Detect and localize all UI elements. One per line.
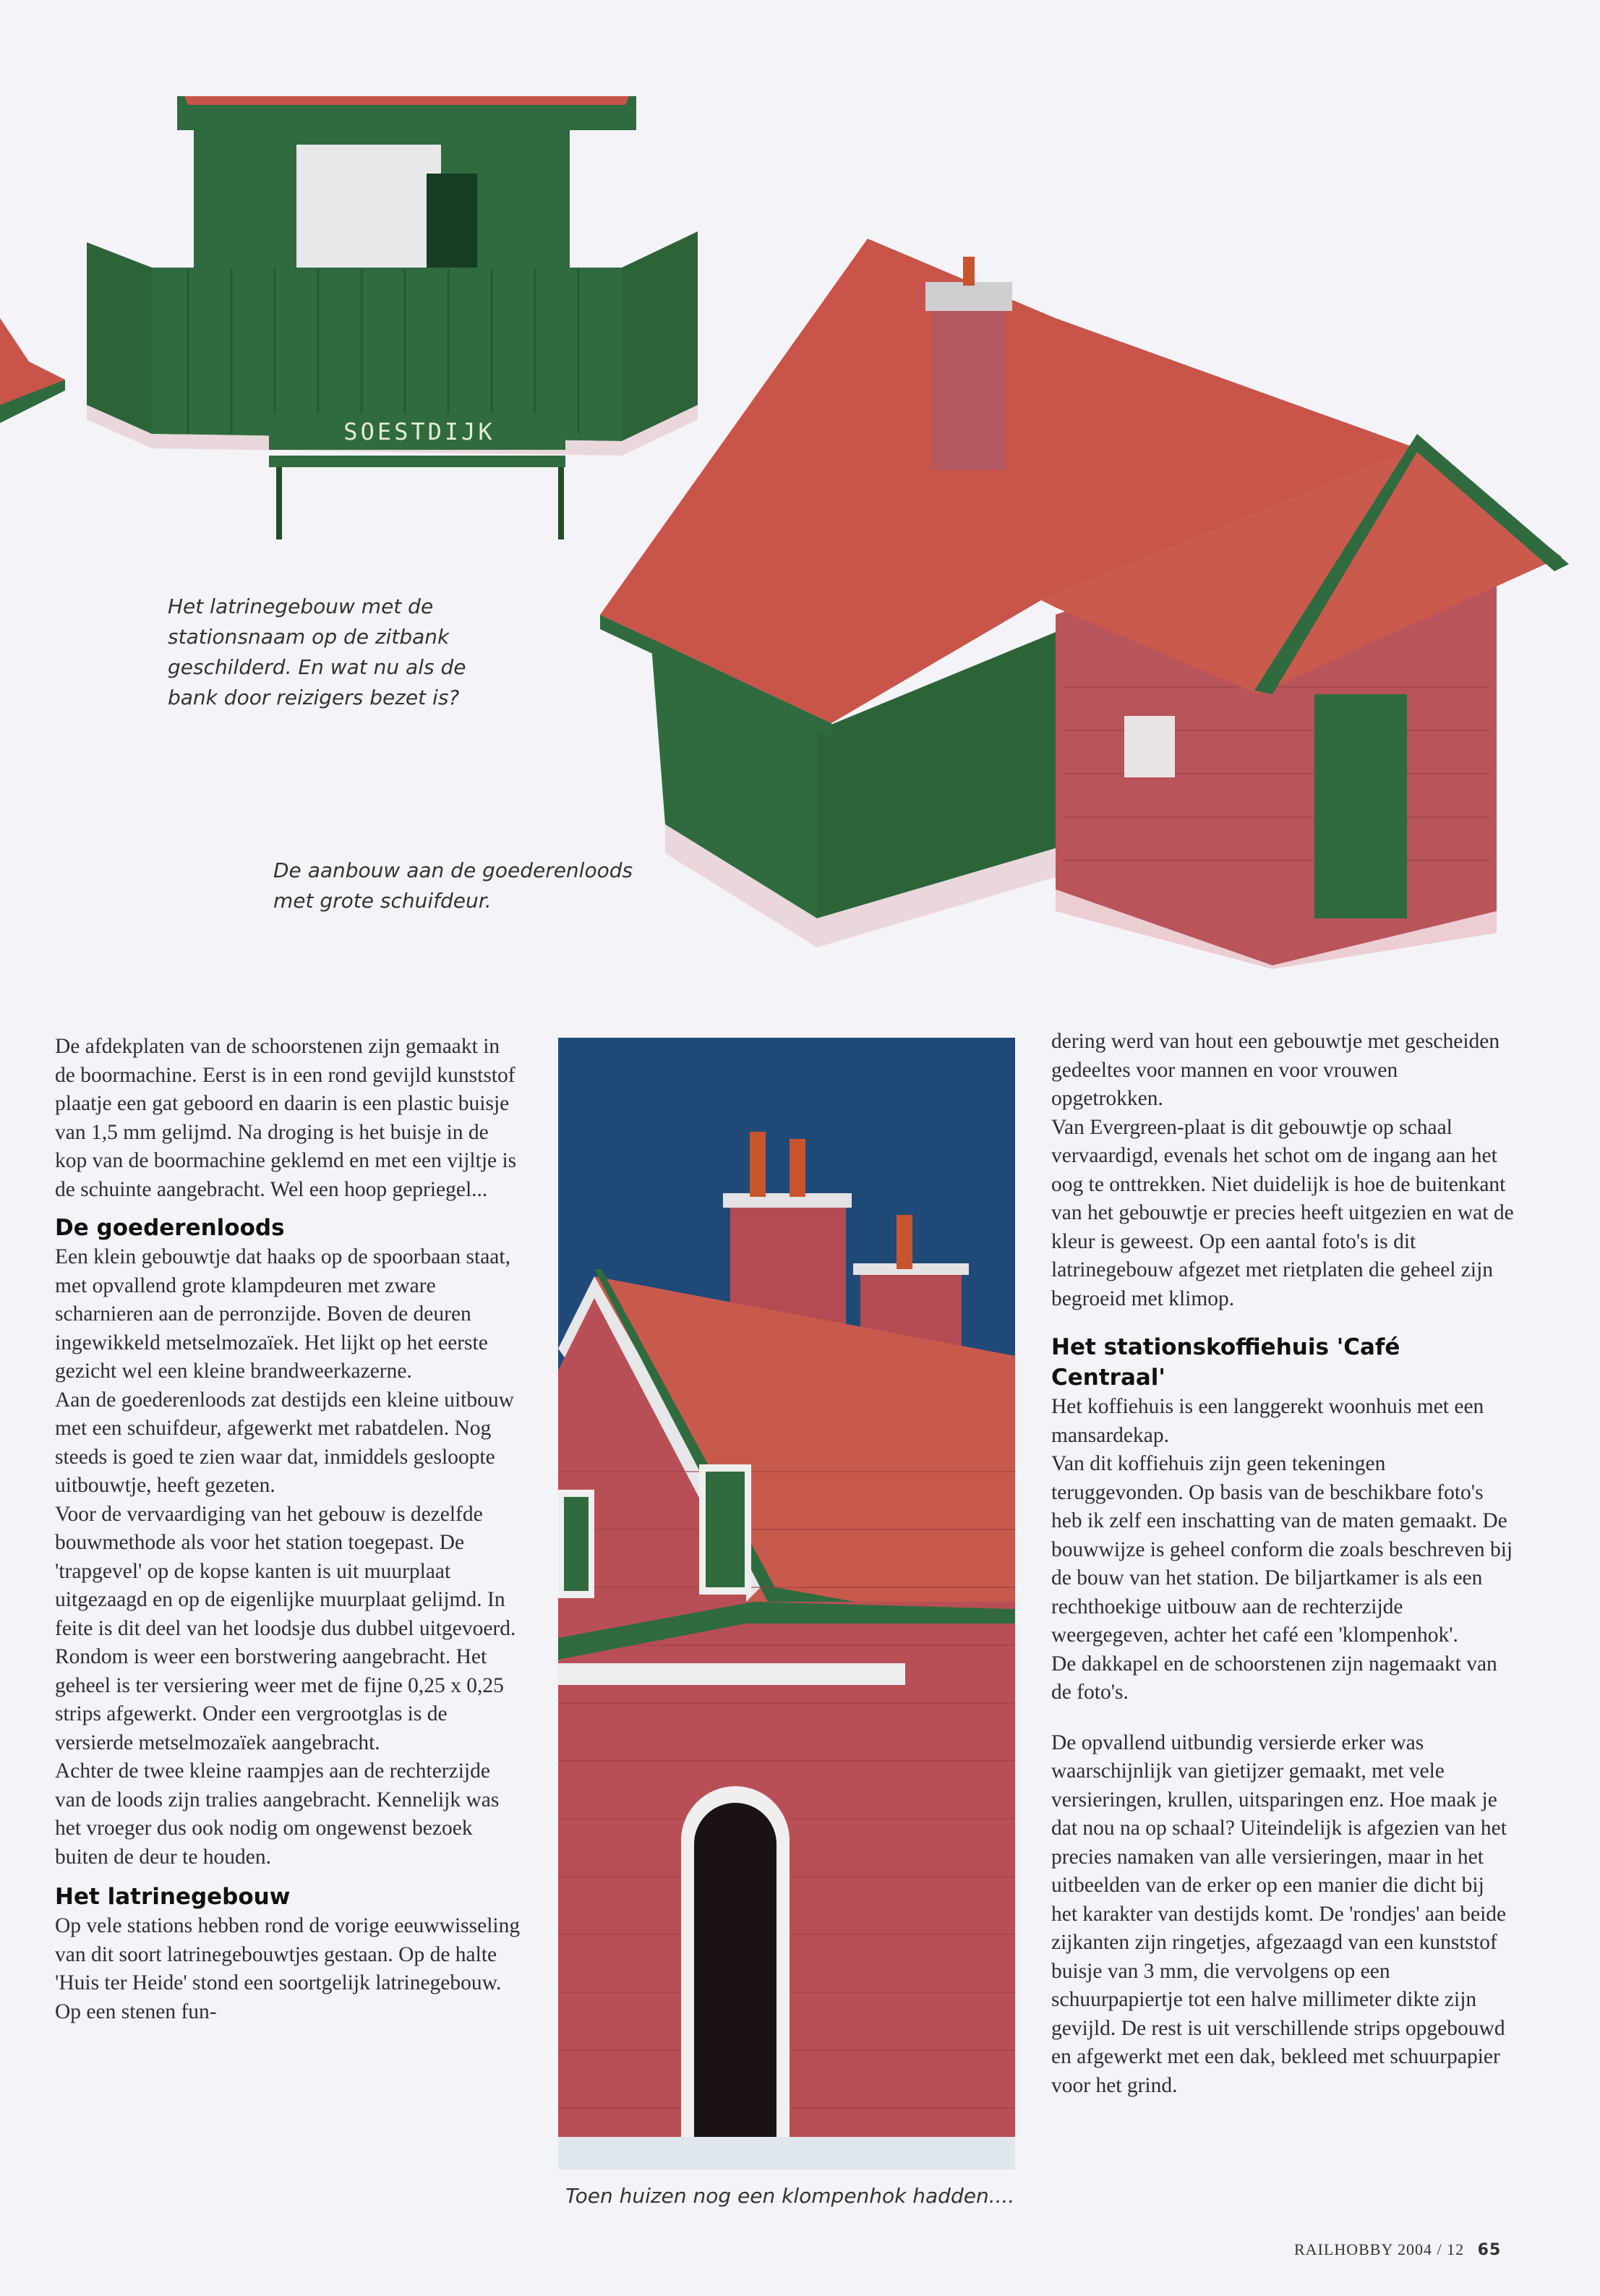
paragraph: dering werd van hout een gebouwtje met gescheiden gedeeltes voor mannen en voor vrouwen opgetrokken. [1051, 1030, 1500, 1110]
caption-latrine: Het latrinegebouw met de stationsnaam op de zitbank geschilderd. En wat nu als de bank door reizigers bezet is? [168, 594, 466, 709]
paragraph: Een klein gebouwtje dat haaks op de spoorbaan staat, met opvallend grote klampdeuren met zware scharnieren aan de perronzijde. Boven de deuren ingewikkeld metselmozaïek. Het lijkt op het eerste gezicht wel een kleine brandweerkazerne. [55, 1245, 510, 1383]
paragraph: De opvallend uitbundig versierde erker was waarschijnlijk van gietijzer gemaakt, met vele versieringen, krullen, uitsparingen enz. Hoe maak je dat nou na op schaal? Uiteindelijk is afgezien van het precies namaken van alle versieringen, maar in het uitbeelden van de erker op een manier die dicht bij het karakter van destijds komt. De 'rondjes' aan beide zijkanten zijn ringetjes, afgezaagd van een kunststof buisje van 3 mm, die vervolgens op een schuurpapiertje tot een halve millimeter dikte zijn gevijld. De rest is uit verschillende strips opgebouwd en afgewerkt met een dak, bekleed met schuurpapier voor het grind. [1051, 1730, 1507, 2097]
bench-sign: SOESTDIJK [343, 418, 495, 445]
paragraph: Op vele stations hebben rond de vorige eeuwwisseling van dit soort latrinegebouwtjes gestaan. Op de halte 'Huis ter Heide' stond een soortgelijk latrinegebouw. Op een stenen fun- [55, 1914, 521, 2023]
paragraph: Van dit koffiehuis zijn geen tekeningen teruggevonden. Op basis van de beschikbare foto's heb ik zelf een inschatting van de maten gemaakt. De bouwwijze is geheel conform die zoals beschreven bij de bouw van het station. De biljartkamer is als een rechthoekige uitbouw aan de rechterzijde weergegeven, achter het café een 'klompenhok'. [1051, 1452, 1513, 1647]
photo-klompenhok [558, 1038, 1015, 2169]
paragraph: De dakkapel en de schoorstenen zijn nagemaakt van de foto's. [1051, 1652, 1497, 1704]
magazine-issue: RAILHOBBY 2004 / 12 [1294, 2240, 1465, 2258]
paragraph: Van Evergreen-plaat is dit gebouwtje op schaal vervaardigd, evenals het schot om de ingang aan het oog te onttrekken. Niet duidelijk is hoe de buitenkant van het gebouwtje er precies heeft uitgezien en wat de kleur is geweest. Op een aantal foto's is dit latrinegebouw afgezet met rietplaten die geheel zijn begroeid met klimop. [1051, 1115, 1514, 1310]
page-number: 65 [1477, 2241, 1502, 2259]
article-column-1 [55, 1033, 521, 2026]
heading-goederenloods: De goederenloods [55, 1215, 285, 1241]
article-column-3 [1051, 1028, 1514, 2100]
caption-goederenloods: De aanbouw aan de goederenloods met grote schuifdeur. [273, 858, 633, 913]
heading-latrinegebouw: Het latrinegebouw [55, 1884, 291, 1910]
photo-goederenloods [600, 217, 1583, 976]
paragraph: Voor de vervaardiging van het gebouw is dezelfde bouwmethode als voor het station toegepast. De 'trapgevel' op de kopse kanten is uit muurplaat uitgezaagd en op de eigenlijke muurplaat gelijmd. In feite is dit deel van het loodsje dus dubbel uitgevoerd. Rondom is weer een borstwering aangebracht. Het geheel is ter versiering weer met de fijne 0,25 x 0,25 strips afgewerkt. Onder een vergrootglas is de versierde metselmozaïek aangebracht. [55, 1502, 516, 1754]
paragraph: De afdekplaten van de schoorstenen zijn gemaakt in de boormachine. Eerst is in een rond gevijld kunststof plaatje een gat geboord en daarin is een plastic buisje van 1,5 mm gelijmd. Na droging is het buisje in de kop van de boormachine geklemd en met een vijltje is de schuinte aangebracht. Wel een hoop gepriegel... [55, 1035, 517, 1201]
caption-klompenhok: Toen huizen nog een klompenhok hadden.... [565, 2184, 1015, 2208]
paragraph: Het koffiehuis is een langgerekt woonhuis met een mansardekap. [1051, 1395, 1484, 1447]
footer [1294, 2240, 1501, 2259]
paragraph: Achter de twee kleine raampjes aan de rechterzijde van de loods zijn tralies aangebracht. Kennelijk was het vroeger dus ook nodig om ongewenst bezoek buiten de deur te houden. [55, 1759, 500, 1869]
heading-cafe-centraal: Het stationskoffiehuis 'Café Centraal' [1051, 1334, 1400, 1391]
paragraph: Aan de goederenloods zat destijds een kleine uitbouw met een schuifdeur, afgewerkt met rabatdelen. Nog steeds is goed te zien waar dat, inmiddels gesloopte uitbouwtje, heeft gezeten. [55, 1388, 514, 1497]
